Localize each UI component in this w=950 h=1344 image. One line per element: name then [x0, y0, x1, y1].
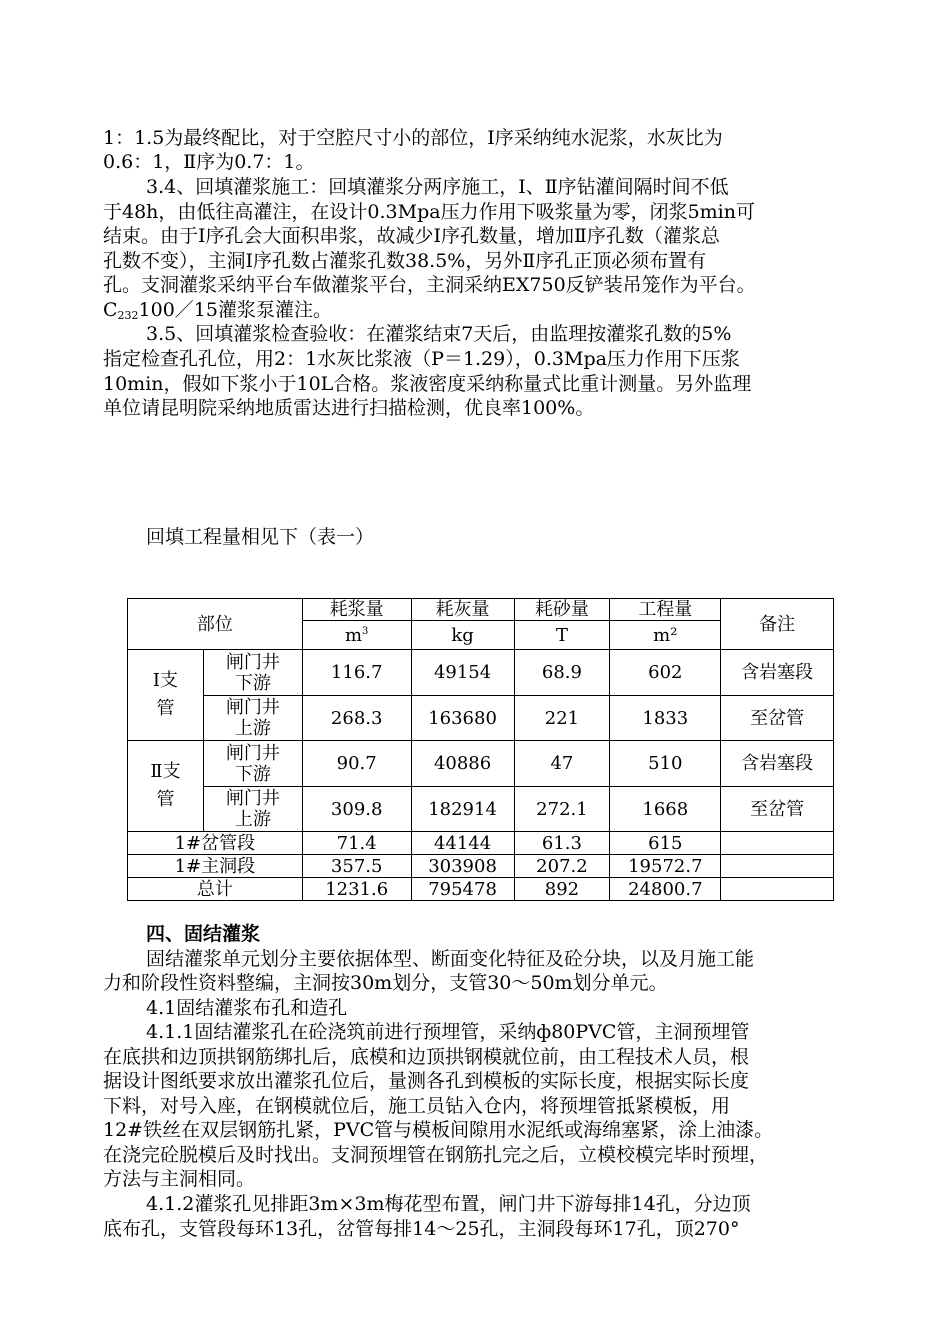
unit-slurry: $m^3$ [302, 621, 411, 650]
group-label: Ⅰ支管 [128, 650, 204, 741]
unit-quantity: m² [610, 621, 721, 650]
note-cell: 含岩塞段 [721, 741, 834, 787]
note-cell: 至岔管 [721, 787, 834, 832]
cell: 221 [514, 696, 610, 741]
text-line: 底布孔，支管段每环13孔，岔管每排14～25孔，主洞段每环17孔，顶270° [103, 1218, 740, 1240]
note-cell [721, 855, 834, 878]
text-line: 指定检查孔孔位，用2：1水灰比浆液（P＝1.29），0.3Mpa压力作用下压浆 [103, 348, 740, 370]
header-quantity: 工程量 [610, 599, 721, 621]
text-line: 4.1.1固结灌浆孔在砼浇筑前进行预埋管，采纳ф80PVC管，主洞预埋管 [146, 1021, 750, 1043]
row-label: 总计 [128, 878, 303, 901]
sub-label: 闸门井上游 [203, 696, 302, 741]
cell: 24800.7 [610, 878, 721, 901]
cell: 357.5 [302, 855, 411, 878]
text-line: 3.5、回填灌浆检查验收：在灌浆结束7天后，由监理按灌浆孔数的5% [146, 323, 732, 345]
table-row [128, 832, 834, 855]
quantity-table [127, 598, 834, 901]
cell: 268.3 [302, 696, 411, 741]
unit-ash: kg [411, 621, 514, 650]
table-caption: 回填工程量相见下（表一） [146, 526, 375, 548]
sub-label: 闸门井下游 [203, 741, 302, 787]
unit-sand: T [514, 621, 610, 650]
row-label: 1#主洞段 [128, 855, 303, 878]
cell: 44144 [411, 832, 514, 855]
note-cell [721, 878, 834, 901]
cell: 1833 [610, 696, 721, 741]
cell: 309.8 [302, 787, 411, 832]
pump-line: $C_{232}100/15$灌浆泵灌注。 [103, 299, 332, 322]
cell: 71.4 [302, 832, 411, 855]
table-row [128, 650, 834, 696]
text-line: 结束。由于Ⅰ序孔会大面积串浆，故减少Ⅰ序孔数量，增加Ⅱ序孔数（灌浆总 [103, 225, 720, 247]
table-row [128, 787, 834, 832]
sub-label: 闸门井下游 [203, 650, 302, 696]
cell: 49154 [411, 650, 514, 696]
cell: 272.1 [514, 787, 610, 832]
note-cell: 含岩塞段 [721, 650, 834, 696]
group-label: Ⅱ支管 [128, 741, 204, 832]
header-sand: 耗砂量 [514, 599, 610, 621]
text-line: 3.4、回填灌浆施工：回填灌浆分两序施工，Ⅰ、Ⅱ序钻灌间隔时间不低 [146, 176, 729, 198]
text-line: 孔。支洞灌浆采纳平台车做灌浆平台，主洞采纳EX750反铲装吊笼作为平台。 [103, 274, 756, 296]
header-slurry: 耗浆量 [302, 599, 411, 621]
text-line: 4.1.2灌浆孔见排距3m×3m梅花型布置，闸门井下游每排14孔，分边顶 [146, 1193, 751, 1215]
text-line: 下料，对号入座，在钢模就位后，施工员钻入仓内，将预埋管抵紧模板，用 [103, 1095, 731, 1117]
cell: 116.7 [302, 650, 411, 696]
text-line: 在底拱和边顶拱钢筋绑扎后，底模和边顶拱钢模就位前，由工程技术人员，根 [103, 1046, 750, 1068]
table-row [128, 696, 834, 741]
text-line: 力和阶段性资料整编，主洞按30m划分，支管30～50m划分单元。 [103, 972, 668, 994]
note-cell: 至岔管 [721, 696, 834, 741]
text-line: 于48h，由低往高灌注，在设计0.3Mpa压力作用下吸浆量为零，闭浆5min可 [103, 201, 755, 223]
cell: 163680 [411, 696, 514, 741]
cell: 1231.6 [302, 878, 411, 901]
cell: 61.3 [514, 832, 610, 855]
header-part: 部位 [128, 599, 303, 650]
cell: 90.7 [302, 741, 411, 787]
header-note: 备注 [721, 599, 834, 650]
text-line: 单位请昆明院采纳地质雷达进行扫描检测，优良率100%。 [103, 397, 595, 419]
cell: 795478 [411, 878, 514, 901]
table-row [128, 878, 834, 901]
text-line: 孔数不变），主洞Ⅰ序孔数占灌浆孔数38.5%，另外Ⅱ序孔正顶必须布置有 [103, 250, 707, 272]
text-line: 据设计图纸要求放出灌浆孔位后，量测各孔到模板的实际长度，根据实际长度 [103, 1070, 750, 1092]
table-row [128, 741, 834, 787]
cell: 510 [610, 741, 721, 787]
cell: 19572.7 [610, 855, 721, 878]
section-heading: 四、固结灌浆 [146, 923, 261, 945]
cell: 1668 [610, 787, 721, 832]
header-ash: 耗灰量 [411, 599, 514, 621]
cell: 303908 [411, 855, 514, 878]
text-line: 12#铁丝在双层钢筋扎紧，PVC管与模板间隙用水泥纸或海绵塞紧，涂上油漆。 [103, 1119, 774, 1141]
row-label: 1#岔管段 [128, 832, 303, 855]
cell: 182914 [411, 787, 514, 832]
note-cell [721, 832, 834, 855]
cell: 47 [514, 741, 610, 787]
text-line: 4.1固结灌浆布孔和造孔 [146, 997, 348, 1019]
text-line: 0.6：1，Ⅱ序为0.7：1。 [103, 151, 315, 173]
cell: 615 [610, 832, 721, 855]
text-line: 在浇完砼脱模后及时找出。支洞预埋管在钢筋扎完之后，立模校模完毕时预埋， [103, 1144, 769, 1166]
text-line: 固结灌浆单元划分主要依据体型、断面变化特征及砼分块，以及月施工能 [146, 948, 755, 970]
text-line: 10min，假如下浆小于10L合格。浆液密度采纳称量式比重计测量。另外监理 [103, 373, 752, 395]
cell: 68.9 [514, 650, 610, 696]
cell: 207.2 [514, 855, 610, 878]
cell: 892 [514, 878, 610, 901]
text-line: 方法与主洞相同。 [103, 1168, 256, 1190]
sub-label: 闸门井上游 [203, 787, 302, 832]
cell: 40886 [411, 741, 514, 787]
table-row [128, 855, 834, 878]
cell: 602 [610, 650, 721, 696]
text-line: 1：1.5为最终配比，对于空腔尺寸小的部位，Ⅰ序采纳纯水泥浆，水灰比为 [103, 127, 723, 149]
